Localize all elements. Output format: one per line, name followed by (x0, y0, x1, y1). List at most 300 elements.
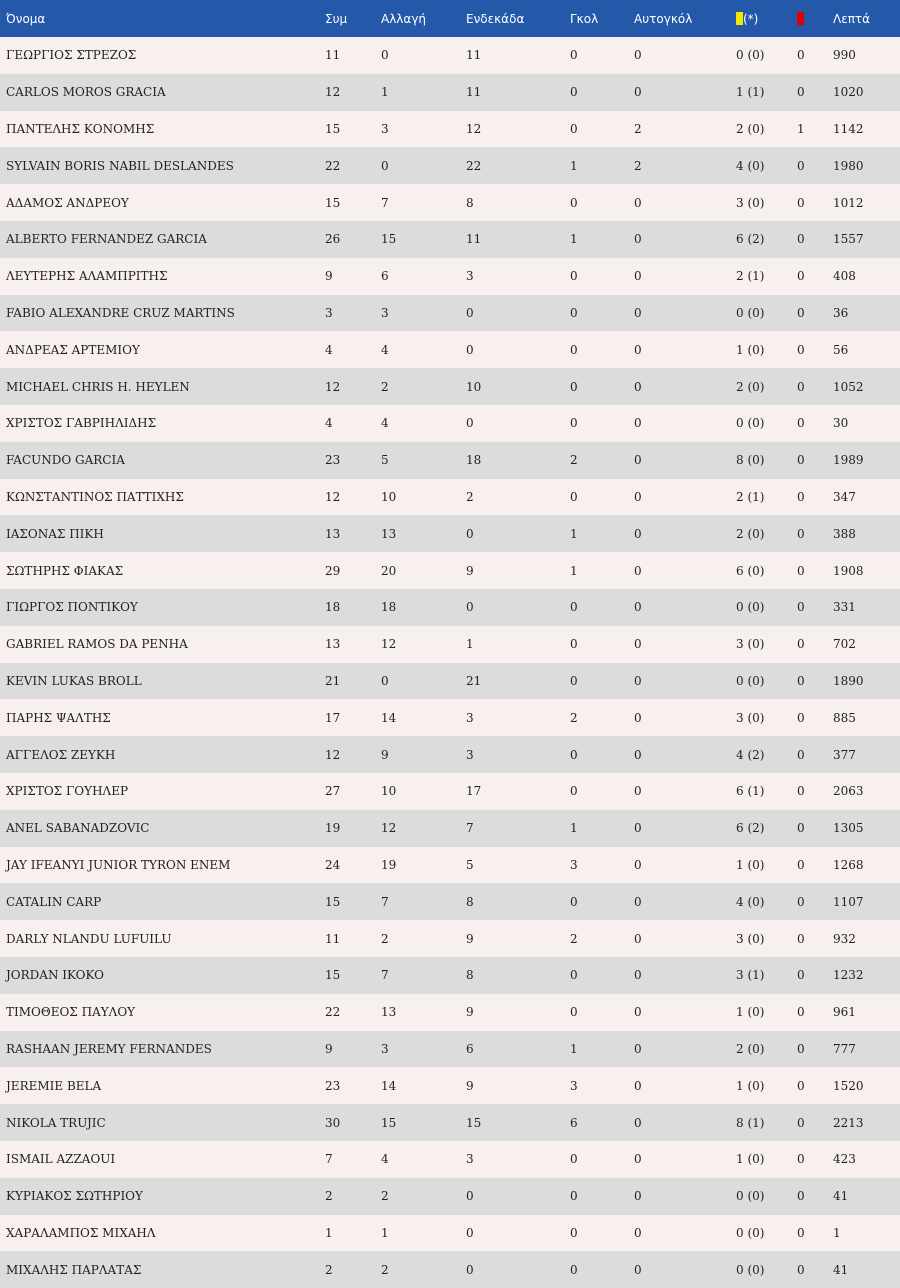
player-name-cell: ΚΥΡΙΑΚΟΣ ΣΩΤΗΡΙΟΥ (6, 1189, 143, 1204)
substitutions-cell: 12 (381, 637, 397, 652)
appearances-cell: 2 (325, 1189, 333, 1204)
own-goals-cell: 0 (634, 48, 642, 63)
starts-cell: 21 (466, 673, 482, 688)
own-goals-cell: 0 (634, 637, 642, 652)
starts-cell: 3 (466, 269, 474, 284)
yellow-cards-cell: 2 (1) (736, 489, 765, 504)
starts-cell: 3 (466, 747, 474, 762)
substitutions-cell: 3 (381, 1041, 389, 1056)
own-goals-cell: 0 (634, 1115, 642, 1130)
player-name-cell: RASHAAN JEREMY FERNANDES (6, 1041, 212, 1056)
substitutions-cell: 10 (381, 784, 397, 799)
appearances-cell: 12 (325, 85, 341, 100)
red-cards-cell: 0 (797, 1152, 805, 1167)
player-rows (0, 37, 900, 1288)
red-cards-cell: 0 (797, 379, 805, 394)
red-cards-cell: 0 (797, 968, 805, 983)
minutes-cell: 36 (833, 305, 849, 320)
player-name-cell: ΙΑΣΟΝΑΣ ΠΙΚΗ (6, 526, 104, 541)
player-name-cell: ΓΙΩΡΓΟΣ ΠΟΝΤΙΚΟΥ (6, 600, 138, 615)
substitutions-cell: 6 (381, 269, 389, 284)
player-name-cell: CARLOS MOROS GRACIA (6, 85, 166, 100)
starts-cell: 8 (466, 968, 474, 983)
yellow-cards-cell: 8 (0) (736, 453, 765, 468)
yellow-cards-cell: 2 (0) (736, 526, 765, 541)
red-cards-cell: 0 (797, 1225, 805, 1240)
substitutions-cell: 15 (381, 232, 397, 247)
starts-cell: 9 (466, 563, 474, 578)
table-row (0, 368, 900, 405)
red-cards-cell: 0 (797, 931, 805, 946)
yellow-cards-cell: 3 (0) (736, 931, 765, 946)
starts-cell: 0 (466, 600, 474, 615)
substitutions-cell: 4 (381, 342, 389, 357)
player-name-cell: ΧΑΡΑΛΑΜΠΟΣ ΜΙΧΑΗΛ (6, 1225, 156, 1240)
column-header-name[interactable]: Όνομα (6, 11, 46, 26)
goals-cell: 0 (570, 747, 578, 762)
own-goals-cell: 0 (634, 1078, 642, 1093)
red-cards-cell: 0 (797, 342, 805, 357)
own-goals-cell: 0 (634, 1005, 642, 1020)
own-goals-cell: 0 (634, 379, 642, 394)
goals-cell: 1 (570, 563, 578, 578)
minutes-cell: 1980 (833, 158, 864, 173)
appearances-cell: 30 (325, 1115, 341, 1130)
own-goals-cell: 0 (634, 269, 642, 284)
minutes-cell: 1890 (833, 673, 864, 688)
starts-cell: 0 (466, 342, 474, 357)
starts-cell: 11 (466, 48, 482, 63)
player-name-cell: GABRIEL RAMOS DA PENHA (6, 637, 188, 652)
red-cards-cell: 0 (797, 489, 805, 504)
substitutions-cell: 14 (381, 1078, 397, 1093)
yellow-cards-cell: 6 (0) (736, 563, 765, 578)
player-name-cell: ΠΑΝΤΕΛΗΣ ΚΟΝΟΜΗΣ (6, 121, 155, 136)
substitutions-cell: 7 (381, 894, 389, 909)
yellow-cards-cell: 0 (0) (736, 416, 765, 431)
red-cards-cell: 0 (797, 416, 805, 431)
red-cards-cell: 0 (797, 710, 805, 725)
table-row (0, 883, 900, 920)
table-row (0, 773, 900, 810)
own-goals-cell: 0 (634, 453, 642, 468)
substitutions-cell: 7 (381, 968, 389, 983)
player-name-cell: ΑΝΔΡΕΑΣ ΑΡΤΕΜΙΟΥ (6, 342, 140, 357)
substitutions-cell: 14 (381, 710, 397, 725)
goals-cell: 0 (570, 121, 578, 136)
starts-cell: 22 (466, 158, 482, 173)
starts-cell: 9 (466, 931, 474, 946)
minutes-cell: 1142 (833, 121, 864, 136)
starts-cell: 3 (466, 710, 474, 725)
minutes-cell: 30 (833, 416, 849, 431)
appearances-cell: 12 (325, 379, 341, 394)
appearances-cell: 26 (325, 232, 341, 247)
yellow-cards-cell: 3 (0) (736, 637, 765, 652)
table-header-row (0, 0, 900, 37)
yellow-cards-cell: 2 (1) (736, 269, 765, 284)
appearances-cell: 23 (325, 453, 341, 468)
starts-cell: 1 (466, 637, 474, 652)
player-name-cell: ΧΡΙΣΤΟΣ ΓΟΥΗΛΕΡ (6, 784, 129, 799)
column-header-subs[interactable]: Αλλαγή (381, 11, 427, 26)
table-row (0, 626, 900, 663)
red-cards-cell: 0 (797, 821, 805, 836)
player-name-cell: ANEL SABANADZOVIC (6, 821, 150, 836)
table-row (0, 957, 900, 994)
table-row (0, 442, 900, 479)
minutes-cell: 932 (833, 931, 856, 946)
goals-cell: 2 (570, 710, 578, 725)
red-cards-cell: 0 (797, 232, 805, 247)
column-header-goals[interactable]: Γκολ (570, 11, 599, 26)
substitutions-cell: 3 (381, 121, 389, 136)
substitutions-cell: 0 (381, 158, 389, 173)
minutes-cell: 41 (833, 1262, 849, 1277)
yellow-cards-cell: 6 (2) (736, 821, 765, 836)
substitutions-cell: 0 (381, 48, 389, 63)
minutes-cell: 2213 (833, 1115, 864, 1130)
starts-cell: 15 (466, 1115, 482, 1130)
column-header-own-goals[interactable]: Αυτογκόλ (634, 11, 693, 26)
table-row (0, 331, 900, 368)
table-row (0, 147, 900, 184)
table-row (0, 221, 900, 258)
minutes-cell: 1 (833, 1225, 841, 1240)
yellow-card-icon (736, 12, 743, 25)
own-goals-cell: 0 (634, 526, 642, 541)
starts-cell: 0 (466, 1262, 474, 1277)
starts-cell: 6 (466, 1041, 474, 1056)
goals-cell: 0 (570, 1005, 578, 1020)
table-row (0, 1251, 900, 1288)
own-goals-cell: 0 (634, 85, 642, 100)
yellow-cards-cell: 0 (0) (736, 600, 765, 615)
player-name-cell: NIKOLA TRUJIC (6, 1115, 106, 1130)
starts-cell: 9 (466, 1078, 474, 1093)
substitutions-cell: 5 (381, 453, 389, 468)
substitutions-cell: 2 (381, 379, 389, 394)
substitutions-cell: 1 (381, 1225, 389, 1240)
goals-cell: 0 (570, 894, 578, 909)
own-goals-cell: 0 (634, 710, 642, 725)
table-row (0, 1141, 900, 1178)
yellow-cards-cell: 8 (1) (736, 1115, 765, 1130)
substitutions-cell: 2 (381, 1189, 389, 1204)
starts-cell: 2 (466, 489, 474, 504)
table-row (0, 1067, 900, 1104)
yellow-cards-cell: 4 (0) (736, 894, 765, 909)
starts-cell: 5 (466, 857, 474, 872)
starts-cell: 11 (466, 85, 482, 100)
red-cards-cell: 0 (797, 600, 805, 615)
appearances-cell: 21 (325, 673, 341, 688)
substitutions-cell: 13 (381, 1005, 397, 1020)
table-row (0, 1104, 900, 1141)
starts-cell: 9 (466, 1005, 474, 1020)
table-row (0, 1178, 900, 1215)
substitutions-cell: 20 (381, 563, 397, 578)
starts-cell: 8 (466, 894, 474, 909)
own-goals-cell: 0 (634, 821, 642, 836)
red-cards-cell: 0 (797, 195, 805, 210)
minutes-cell: 408 (833, 269, 856, 284)
minutes-cell: 56 (833, 342, 849, 357)
column-header-red-cards[interactable] (797, 0, 833, 37)
yellow-cards-cell: 0 (0) (736, 305, 765, 320)
yellow-cards-cell: 6 (2) (736, 232, 765, 247)
appearances-cell: 13 (325, 637, 341, 652)
table-row (0, 1215, 900, 1252)
minutes-cell: 885 (833, 710, 856, 725)
own-goals-cell: 0 (634, 673, 642, 688)
player-name-cell: KEVIN LUKAS BROLL (6, 673, 142, 688)
own-goals-cell: 0 (634, 305, 642, 320)
red-cards-cell: 0 (797, 857, 805, 872)
substitutions-cell: 10 (381, 489, 397, 504)
minutes-cell: 1989 (833, 453, 864, 468)
red-cards-cell: 0 (797, 563, 805, 578)
player-name-cell: JEREMIE BELA (6, 1078, 102, 1093)
goals-cell: 0 (570, 1152, 578, 1167)
goals-cell: 6 (570, 1115, 578, 1130)
table-row (0, 810, 900, 847)
goals-cell: 0 (570, 342, 578, 357)
starts-cell: 0 (466, 1189, 474, 1204)
own-goals-cell: 0 (634, 1041, 642, 1056)
red-cards-cell: 0 (797, 673, 805, 688)
goals-cell: 0 (570, 1189, 578, 1204)
goals-cell: 3 (570, 857, 578, 872)
minutes-cell: 1908 (833, 563, 864, 578)
minutes-cell: 777 (833, 1041, 856, 1056)
yellow-cards-cell: 2 (0) (736, 1041, 765, 1056)
red-cards-cell: 0 (797, 1115, 805, 1130)
own-goals-cell: 0 (634, 416, 642, 431)
goals-cell: 0 (570, 784, 578, 799)
table-row (0, 295, 900, 332)
red-cards-cell: 0 (797, 1189, 805, 1204)
player-name-cell: ΣΩΤΗΡΗΣ ΦΙΑΚΑΣ (6, 563, 124, 578)
appearances-cell: 1 (325, 1225, 333, 1240)
substitutions-cell: 12 (381, 821, 397, 836)
own-goals-cell: 0 (634, 1225, 642, 1240)
starts-cell: 0 (466, 1225, 474, 1240)
goals-cell: 0 (570, 305, 578, 320)
yellow-cards-cell: 6 (1) (736, 784, 765, 799)
appearances-cell: 2 (325, 1262, 333, 1277)
minutes-cell: 1107 (833, 894, 864, 909)
substitutions-cell: 4 (381, 1152, 389, 1167)
own-goals-cell: 0 (634, 968, 642, 983)
goals-cell: 3 (570, 1078, 578, 1093)
player-name-cell: JAY IFEANYI JUNIOR TYRON ENEM (6, 857, 231, 872)
goals-cell: 2 (570, 453, 578, 468)
minutes-cell: 1020 (833, 85, 864, 100)
player-name-cell: ΠΑΡΗΣ ΨΑΛΤΗΣ (6, 710, 111, 725)
appearances-cell: 4 (325, 416, 333, 431)
starts-cell: 10 (466, 379, 482, 394)
appearances-cell: 17 (325, 710, 341, 725)
goals-cell: 1 (570, 821, 578, 836)
own-goals-cell: 0 (634, 931, 642, 946)
red-card-icon (797, 12, 804, 25)
minutes-cell: 990 (833, 48, 856, 63)
minutes-cell: 702 (833, 637, 856, 652)
yellow-cards-cell: 0 (0) (736, 1262, 765, 1277)
player-name-cell: ΜΙΧΑΛΗΣ ΠΑΡΛΑΤΑΣ (6, 1262, 142, 1277)
player-name-cell: FABIO ALEXANDRE CRUZ MARTINS (6, 305, 235, 320)
table-row (0, 920, 900, 957)
goals-cell: 0 (570, 379, 578, 394)
goals-cell: 0 (570, 48, 578, 63)
substitutions-cell: 0 (381, 673, 389, 688)
appearances-cell: 9 (325, 1041, 333, 1056)
goals-cell: 1 (570, 158, 578, 173)
yellow-cards-cell: 0 (0) (736, 673, 765, 688)
player-name-cell: SYLVAIN BORIS NABIL DESLANDES (6, 158, 234, 173)
substitutions-cell: 7 (381, 195, 389, 210)
appearances-cell: 12 (325, 489, 341, 504)
red-cards-cell: 0 (797, 1041, 805, 1056)
column-header-yellow-cards[interactable] (736, 0, 797, 37)
red-cards-cell: 0 (797, 1005, 805, 1020)
table-row (0, 663, 900, 700)
goals-cell: 0 (570, 269, 578, 284)
yellow-cards-cell: 1 (1) (736, 85, 765, 100)
appearances-cell: 3 (325, 305, 333, 320)
goals-cell: 1 (570, 232, 578, 247)
substitutions-cell: 19 (381, 857, 397, 872)
minutes-cell: 41 (833, 1189, 849, 1204)
appearances-cell: 29 (325, 563, 341, 578)
red-cards-cell: 0 (797, 784, 805, 799)
player-name-cell: ALBERTO FERNANDEZ GARCIA (6, 232, 207, 247)
appearances-cell: 15 (325, 968, 341, 983)
appearances-cell: 22 (325, 1005, 341, 1020)
appearances-cell: 13 (325, 526, 341, 541)
own-goals-cell: 0 (634, 857, 642, 872)
player-name-cell: ΚΩΝΣΤΑΝΤΙΝΟΣ ΠΑΤΤΙΧΗΣ (6, 489, 184, 504)
appearances-cell: 18 (325, 600, 341, 615)
own-goals-cell: 0 (634, 489, 642, 504)
substitutions-cell: 4 (381, 416, 389, 431)
minutes-cell: 1305 (833, 821, 864, 836)
red-cards-cell: 0 (797, 526, 805, 541)
minutes-cell: 1557 (833, 232, 864, 247)
minutes-cell: 331 (833, 600, 856, 615)
red-cards-cell: 0 (797, 85, 805, 100)
own-goals-cell: 0 (634, 195, 642, 210)
player-name-cell: ISMAIL AZZAOUI (6, 1152, 116, 1167)
table-row (0, 405, 900, 442)
appearances-cell: 11 (325, 931, 341, 946)
starts-cell: 0 (466, 526, 474, 541)
own-goals-cell: 0 (634, 747, 642, 762)
substitutions-cell: 15 (381, 1115, 397, 1130)
player-name-cell: MICHAEL CHRIS H. HEYLEN (6, 379, 190, 394)
column-header-apps[interactable]: Συμ (325, 11, 348, 26)
yellow-cards-cell: 3 (0) (736, 710, 765, 725)
minutes-cell: 1232 (833, 968, 864, 983)
appearances-cell: 15 (325, 894, 341, 909)
goals-cell: 0 (570, 85, 578, 100)
player-name-cell: ΛΕΥΤΕΡΗΣ ΑΛΑΜΠΡΙΤΗΣ (6, 269, 168, 284)
minutes-cell: 1012 (833, 195, 864, 210)
table-row (0, 736, 900, 773)
own-goals-cell: 0 (634, 600, 642, 615)
red-cards-cell: 0 (797, 747, 805, 762)
player-name-cell: ΑΔΑΜΟΣ ΑΝΔΡΕΟΥ (6, 195, 129, 210)
minutes-cell: 423 (833, 1152, 856, 1167)
appearances-cell: 9 (325, 269, 333, 284)
yellow-cards-cell: 1 (0) (736, 342, 765, 357)
player-name-cell: CATALIN CARP (6, 894, 102, 909)
own-goals-cell: 0 (634, 563, 642, 578)
table-row (0, 699, 900, 736)
player-name-cell: ΧΡΙΣΤΟΣ ΓΑΒΡΙΗΛΙΔΗΣ (6, 416, 157, 431)
appearances-cell: 27 (325, 784, 341, 799)
starts-cell: 17 (466, 784, 482, 799)
table-row (0, 515, 900, 552)
table-row (0, 847, 900, 884)
red-cards-cell: 0 (797, 637, 805, 652)
yellow-cards-cell: 0 (0) (736, 1225, 765, 1240)
table-row (0, 111, 900, 148)
player-name-cell: JORDAN IKOKO (6, 968, 104, 983)
yellow-cards-cell: 0 (0) (736, 48, 765, 63)
appearances-cell: 12 (325, 747, 341, 762)
goals-cell: 1 (570, 1041, 578, 1056)
red-cards-cell: 0 (797, 1078, 805, 1093)
starts-cell: 7 (466, 821, 474, 836)
table-row (0, 258, 900, 295)
red-cards-cell: 0 (797, 894, 805, 909)
starts-cell: 8 (466, 195, 474, 210)
table-row (0, 74, 900, 111)
substitutions-cell: 3 (381, 305, 389, 320)
own-goals-cell: 0 (634, 1262, 642, 1277)
minutes-cell: 961 (833, 1005, 856, 1020)
column-header-minutes[interactable]: Λεπτά (833, 11, 871, 26)
substitutions-cell: 2 (381, 1262, 389, 1277)
yellow-card-header-label: (*) (743, 11, 759, 26)
minutes-cell: 388 (833, 526, 856, 541)
minutes-cell: 1268 (833, 857, 864, 872)
column-header-starts[interactable]: Ενδεκάδα (466, 11, 525, 26)
yellow-cards-cell: 3 (1) (736, 968, 765, 983)
starts-cell: 3 (466, 1152, 474, 1167)
yellow-cards-cell: 2 (0) (736, 379, 765, 394)
own-goals-cell: 0 (634, 894, 642, 909)
goals-cell: 0 (570, 637, 578, 652)
red-cards-cell: 0 (797, 269, 805, 284)
table-row (0, 552, 900, 589)
player-name-cell: ΓΕΩΡΓΙΟΣ ΣΤΡΕΖΟΣ (6, 48, 137, 63)
own-goals-cell: 2 (634, 121, 642, 136)
red-cards-cell: 0 (797, 158, 805, 173)
starts-cell: 11 (466, 232, 482, 247)
goals-cell: 0 (570, 600, 578, 615)
appearances-cell: 23 (325, 1078, 341, 1093)
yellow-cards-cell: 1 (0) (736, 1152, 765, 1167)
substitutions-cell: 2 (381, 931, 389, 946)
table-row (0, 37, 900, 74)
player-name-cell: FACUNDO GARCIA (6, 453, 125, 468)
goals-cell: 2 (570, 931, 578, 946)
player-name-cell: ΤΙΜΟΘΕΟΣ ΠΑΥΛΟΥ (6, 1005, 136, 1020)
yellow-cards-cell: 4 (0) (736, 158, 765, 173)
